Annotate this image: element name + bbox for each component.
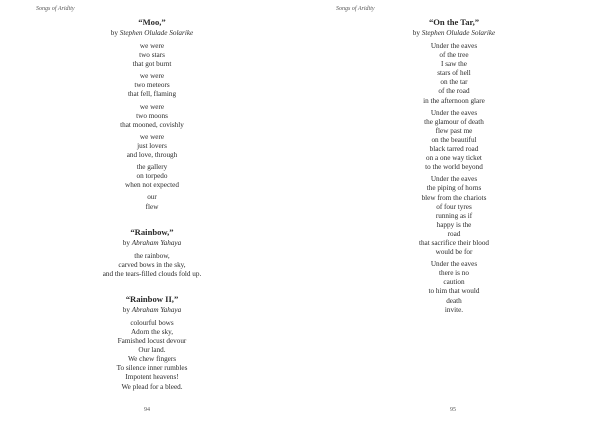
poem-line: to the world beyond: [425, 163, 483, 172]
poem-line: of four tyres: [436, 202, 472, 211]
poem-line: carved bows in the sky,: [118, 260, 186, 269]
poem-author: Stephen Olulade Solarike: [421, 29, 496, 37]
poem-line: We chew fingers: [127, 355, 177, 364]
poem-line: that fell, flaming: [127, 90, 177, 99]
poem: [42, 294, 262, 392]
poem-line: the gallery: [136, 163, 168, 172]
poem-line: would be for: [435, 248, 473, 257]
poem: [344, 17, 564, 315]
poem-line: Impotent heavens!: [125, 373, 179, 382]
poem-line: that sacrifice their blood: [418, 238, 490, 247]
poem-line: we were: [139, 132, 165, 141]
poem-line: happy is the: [436, 220, 472, 229]
poem-line: of the tree: [439, 51, 469, 60]
poem-line: when not expected: [125, 181, 179, 190]
poem-stanza: [42, 193, 262, 211]
poem-column: [42, 17, 262, 392]
poem-line: in the afternoon glare: [423, 96, 485, 105]
running-head: Songs of Aridity: [36, 6, 75, 12]
poem-line: Under the eaves: [430, 108, 478, 117]
poem: [42, 227, 262, 279]
poem-line: Famished locust devour: [117, 337, 187, 346]
poem-line: caution: [443, 278, 465, 287]
poem-line: on the beautiful: [431, 135, 477, 144]
poem-line: just lovers: [137, 141, 167, 150]
poem-line: flew: [145, 202, 159, 211]
poem-line: Adorn the sky,: [130, 327, 174, 336]
page-number: 95: [450, 407, 456, 413]
poem-line: we were: [139, 102, 165, 111]
poem-stanza: [42, 163, 262, 190]
poem-line: Our land.: [138, 346, 166, 355]
byline-by: by: [122, 305, 130, 314]
poem-line: on a one way ticket: [426, 154, 482, 163]
poem-line: road: [447, 229, 461, 238]
poem-line: blew from the chariots: [421, 193, 487, 202]
poem-line: our: [147, 193, 157, 202]
byline-by: by: [412, 29, 420, 37]
poem-stanza: [344, 175, 564, 257]
poem-line: To silence inner rumbles: [116, 364, 188, 373]
poem-line: that got burnt: [132, 60, 172, 69]
poem-line: running as if: [435, 211, 473, 220]
poem-author: Abraham Yahaya: [131, 305, 182, 314]
poem-title: “On the Tar,”: [428, 17, 480, 27]
poem-line: two moons: [136, 111, 168, 120]
poem-stanza: [344, 42, 564, 106]
poem-line: that mooned, covishly: [120, 120, 184, 129]
running-head: Songs of Aridity: [336, 6, 375, 12]
poem-byline: [344, 28, 564, 39]
poem-title: “Rainbow,”: [130, 226, 174, 237]
poem-line: we were: [139, 42, 165, 50]
poem-line: Under the eaves: [430, 42, 478, 50]
poem-line: Under the eaves: [430, 175, 478, 184]
poem-title: “Rainbow II,”: [125, 293, 179, 304]
poem-line: the piping of horns: [426, 184, 482, 193]
poem-byline: [42, 305, 262, 316]
poem-stanza: [42, 319, 262, 392]
poem-line: we were: [139, 72, 165, 81]
poem-line: We plead for a bleed.: [121, 382, 183, 391]
poem-line: invite.: [444, 305, 464, 314]
byline-by: by: [122, 238, 130, 247]
poem-line: on the tar: [440, 78, 468, 87]
poem-line: two meteors: [134, 81, 170, 90]
poem-line: of the road: [438, 87, 470, 96]
poem-byline: [42, 238, 262, 249]
poem-line: black tarred road: [429, 145, 479, 154]
poem-line: two stars: [139, 51, 165, 60]
poem-line: stars of hell: [437, 69, 471, 78]
poem-line: I saw the: [441, 60, 467, 69]
page-number: 94: [144, 407, 150, 413]
poem-stanza: [344, 260, 564, 315]
poem-stanza: [344, 109, 564, 173]
poem-line: to him that would: [428, 287, 480, 296]
poem-column: [344, 17, 564, 315]
poem-line: flew past me: [435, 126, 473, 135]
poem: [42, 17, 262, 212]
poem-stanza: [42, 103, 262, 130]
byline-by: by: [110, 29, 118, 37]
right-page: [300, 0, 600, 424]
poem-author: Stephen Olulade Solarike: [119, 29, 194, 37]
poem-line: the glamour of death: [424, 117, 484, 126]
poem-line: there is no: [439, 269, 469, 278]
poem-stanza: [42, 252, 262, 279]
poem-line: colourful bows: [130, 318, 174, 327]
poem-title: “Moo,”: [138, 17, 166, 27]
poem-line: on torpedo: [136, 172, 168, 181]
poem-line: and love, through: [126, 151, 178, 160]
poem-stanza: [42, 42, 262, 69]
poem-line: the rainbow,: [134, 251, 170, 260]
poem-byline: [42, 28, 262, 39]
poem-line: Under the eaves: [430, 260, 478, 269]
poem-line: and the tears-filled clouds fold up.: [102, 269, 202, 278]
poem-author: Abraham Yahaya: [131, 238, 182, 247]
poem-stanza: [42, 133, 262, 160]
poem-line: death: [446, 296, 462, 305]
poem-stanza: [42, 72, 262, 99]
